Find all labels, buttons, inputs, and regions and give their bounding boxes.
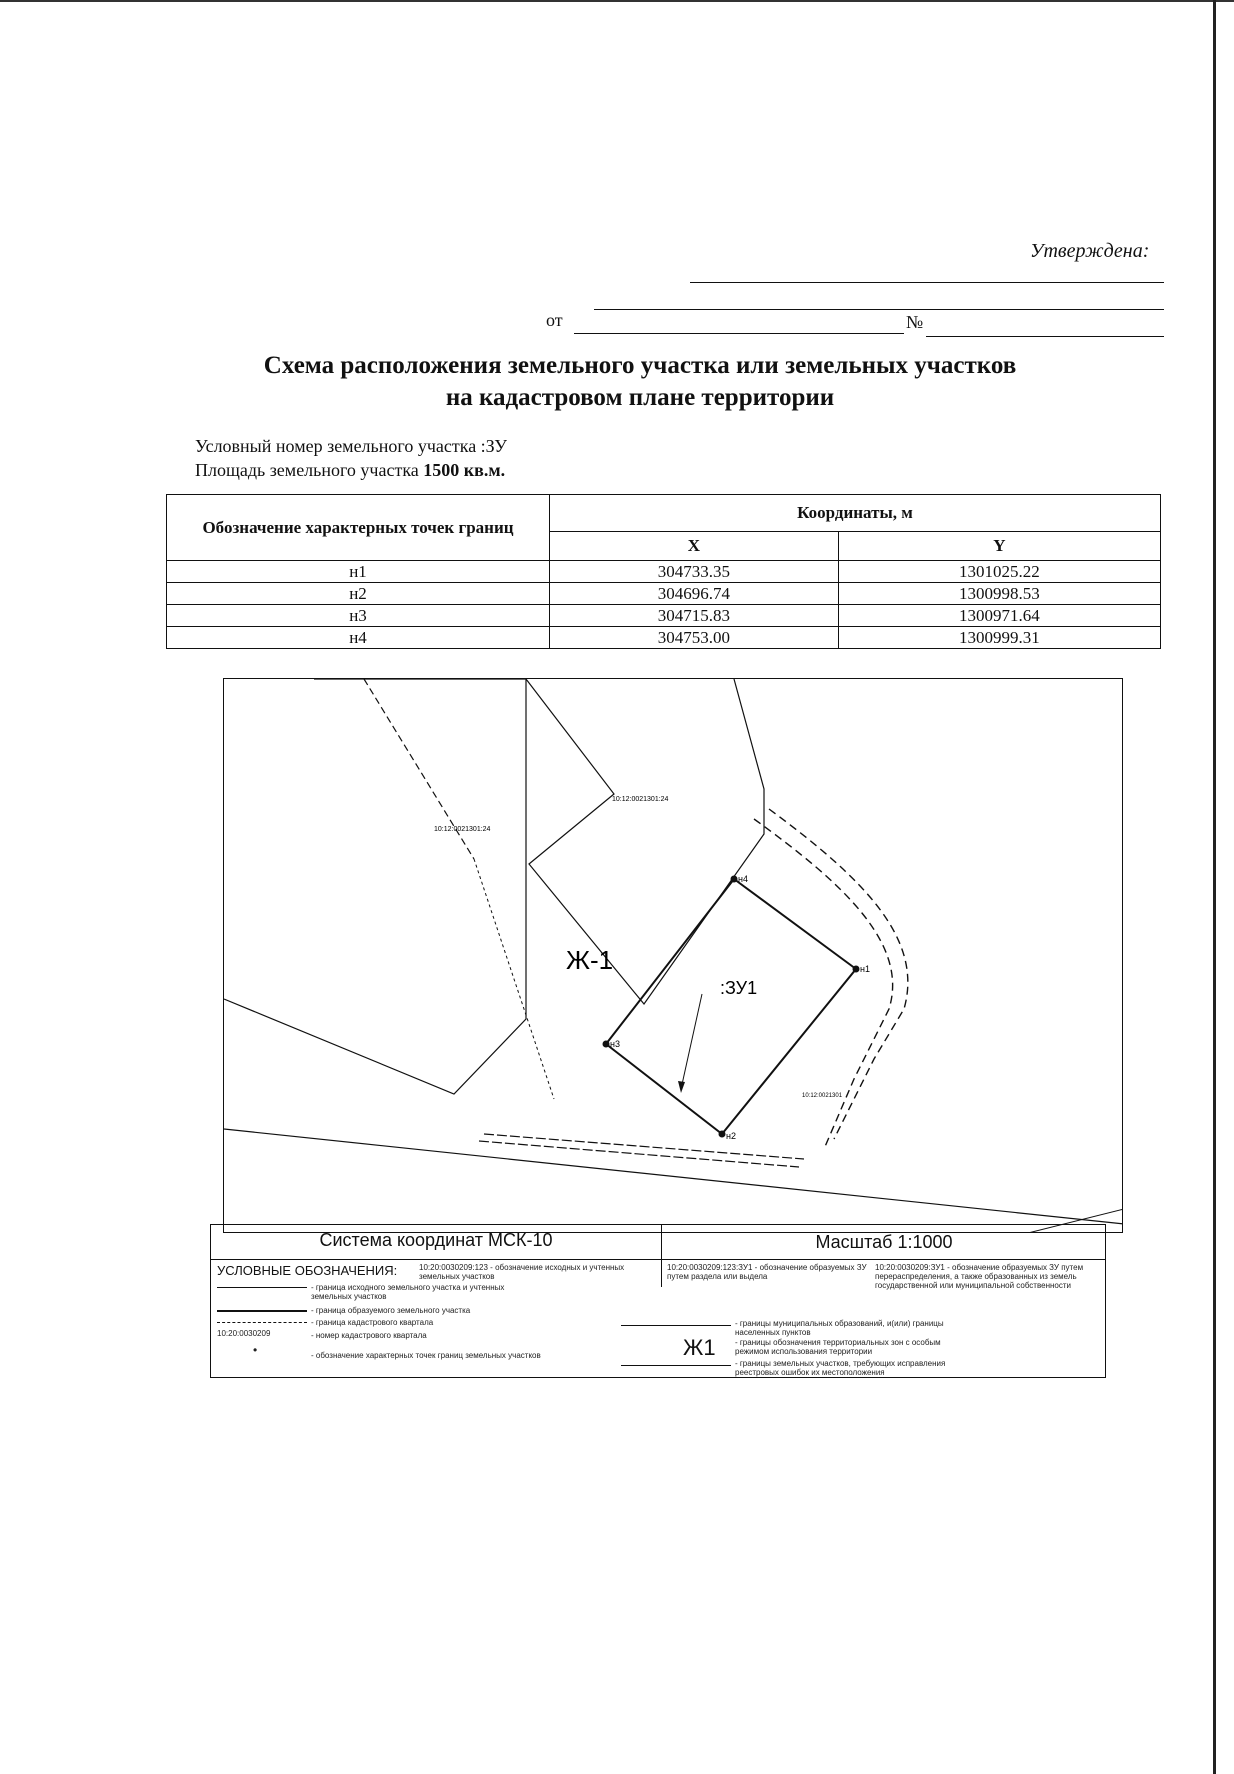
point-cell: н2 xyxy=(167,583,550,605)
x-cell: 304696.74 xyxy=(550,583,839,605)
point-n3-marker xyxy=(603,1041,610,1048)
legend-col3-note: 10:20:0030209:ЗУ1 - обозначение образуемых ЗУ путем перераспределения, а также образованных из земель государственной или муниципальной собственности xyxy=(875,1263,1084,1290)
legend-item-quarter: - граница кадастрового квартала xyxy=(311,1318,434,1327)
y-cell: 1300971.64 xyxy=(838,605,1160,627)
legend-item-source: - граница исходного земельного участка и учтенных земельных участков xyxy=(311,1283,505,1301)
approval-line-1 xyxy=(690,282,1164,283)
legend-line-quarter xyxy=(217,1322,307,1323)
map-drawing xyxy=(224,679,1123,1233)
legend-line-source xyxy=(217,1287,307,1288)
approved-label: Утверждена: xyxy=(1030,240,1150,262)
point-label-n1: н1 xyxy=(860,964,870,974)
map-scale: Масштаб 1:1000 xyxy=(815,1232,953,1252)
parcel-area xyxy=(195,460,505,481)
coordinate-system: Система координат МСК-10 xyxy=(319,1230,553,1250)
point-n4-marker xyxy=(731,876,738,883)
parcel-boundary-upper xyxy=(526,679,764,1004)
road-edge-1 xyxy=(484,1134,804,1159)
road-boundary xyxy=(224,1129,1123,1224)
quarter-label: 10:12:0021301 xyxy=(802,1093,843,1099)
legend-line-errors xyxy=(621,1365,731,1366)
legend-heading: УСЛОВНЫЕ ОБОЗНАЧЕНИЯ: xyxy=(217,1263,398,1278)
legend-col1-note: 10:20:0030209:123 - обозначение исходных и учтенных земельных участков xyxy=(419,1263,625,1281)
table-row xyxy=(167,561,1161,583)
point-label-n4: н4 xyxy=(738,874,748,884)
title-line-1: Схема расположения земельного участка или земельных участков xyxy=(263,352,1017,379)
legend-item-quarter-number: - номер кадастрового квартала xyxy=(311,1331,427,1340)
point-label-n3: н3 xyxy=(610,1039,620,1049)
header-coordinates: Координаты, м xyxy=(550,495,1161,532)
header-x: X xyxy=(550,532,839,561)
legend-item-errors: - границы земельных участков, требующих исправления реестровых ошибок их местоположения xyxy=(735,1359,946,1377)
date-from-label: от xyxy=(546,310,563,330)
legend-line-municipal xyxy=(621,1325,731,1326)
date-line xyxy=(574,333,904,334)
header-points: Обозначение характерных точек границ xyxy=(167,495,550,561)
point-marker-icon: • xyxy=(253,1343,258,1357)
legend-item-municipal: - границы муниципальных образований, и(или) границы населенных пунктов xyxy=(735,1319,944,1337)
table-row xyxy=(167,605,1161,627)
zone-code-label: Ж1 xyxy=(683,1335,716,1360)
map-legend xyxy=(210,1224,1106,1378)
number-line xyxy=(926,336,1164,337)
legend-item-points: - обозначение характерных точек границ земельных участков xyxy=(311,1351,541,1360)
legend-quarter-code: 10:20:0030209 xyxy=(217,1329,271,1338)
y-cell: 1300999.31 xyxy=(838,627,1160,649)
legend-item-new-plot: - граница образуемого земельного участка xyxy=(311,1306,471,1315)
plot-label: :ЗУ1 xyxy=(720,978,758,998)
title-line-2: на кадастровом плане территории xyxy=(445,384,835,411)
area-label: Площадь земельного участка xyxy=(195,460,419,480)
scan-edge-top xyxy=(0,0,1234,2)
cadastral-quarter-boundary xyxy=(769,809,908,1139)
plot-arrow-head xyxy=(678,1081,685,1093)
point-cell: н3 xyxy=(167,605,550,627)
cadastral-map xyxy=(223,678,1123,1233)
x-cell: 304733.35 xyxy=(550,561,839,583)
area-value: 1500 кв.м. xyxy=(423,460,506,480)
road-edge-2 xyxy=(479,1141,799,1167)
parcel-label-top: 10:12:0021301:24 xyxy=(612,796,669,803)
plot-arrow xyxy=(681,994,702,1089)
number-label: № xyxy=(906,312,924,332)
quarter-boundary-diagonal-lower xyxy=(474,859,554,1099)
legend-col2-note: 10:20:0030209:123:ЗУ1 - обозначение образуемых ЗУ путем раздела или выдела xyxy=(667,1263,867,1281)
x-cell: 304753.00 xyxy=(550,627,839,649)
zone-label: Ж-1 xyxy=(566,945,614,975)
conditional-number: Условный номер земельного участка :ЗУ xyxy=(195,436,507,456)
header-y: Y xyxy=(838,532,1160,561)
parcel-boundary-left xyxy=(224,679,526,1094)
y-cell: 1300998.53 xyxy=(838,583,1160,605)
approval-line-2 xyxy=(594,309,1164,310)
coordinates-table xyxy=(166,494,1161,649)
cadastral-quarter-boundary-inner xyxy=(754,819,893,1149)
y-cell: 1301025.22 xyxy=(838,561,1160,583)
table-row xyxy=(167,583,1161,605)
point-n1-marker xyxy=(853,966,860,973)
legend-item-zones: - границы обозначения территориальных зон с особым режимом использования территории xyxy=(735,1338,941,1356)
scan-edge-right xyxy=(1213,0,1216,1774)
legend-divider-lower xyxy=(661,1259,662,1287)
parcel-label-left: 10:12:0021301:24 xyxy=(434,826,491,833)
table-row xyxy=(167,627,1161,649)
point-cell: н4 xyxy=(167,627,550,649)
legend-line-new-plot xyxy=(217,1310,307,1312)
point-n2-marker xyxy=(719,1131,726,1138)
document-title xyxy=(200,350,1080,414)
point-cell: н1 xyxy=(167,561,550,583)
point-label-n2: н2 xyxy=(726,1131,736,1141)
x-cell: 304715.83 xyxy=(550,605,839,627)
